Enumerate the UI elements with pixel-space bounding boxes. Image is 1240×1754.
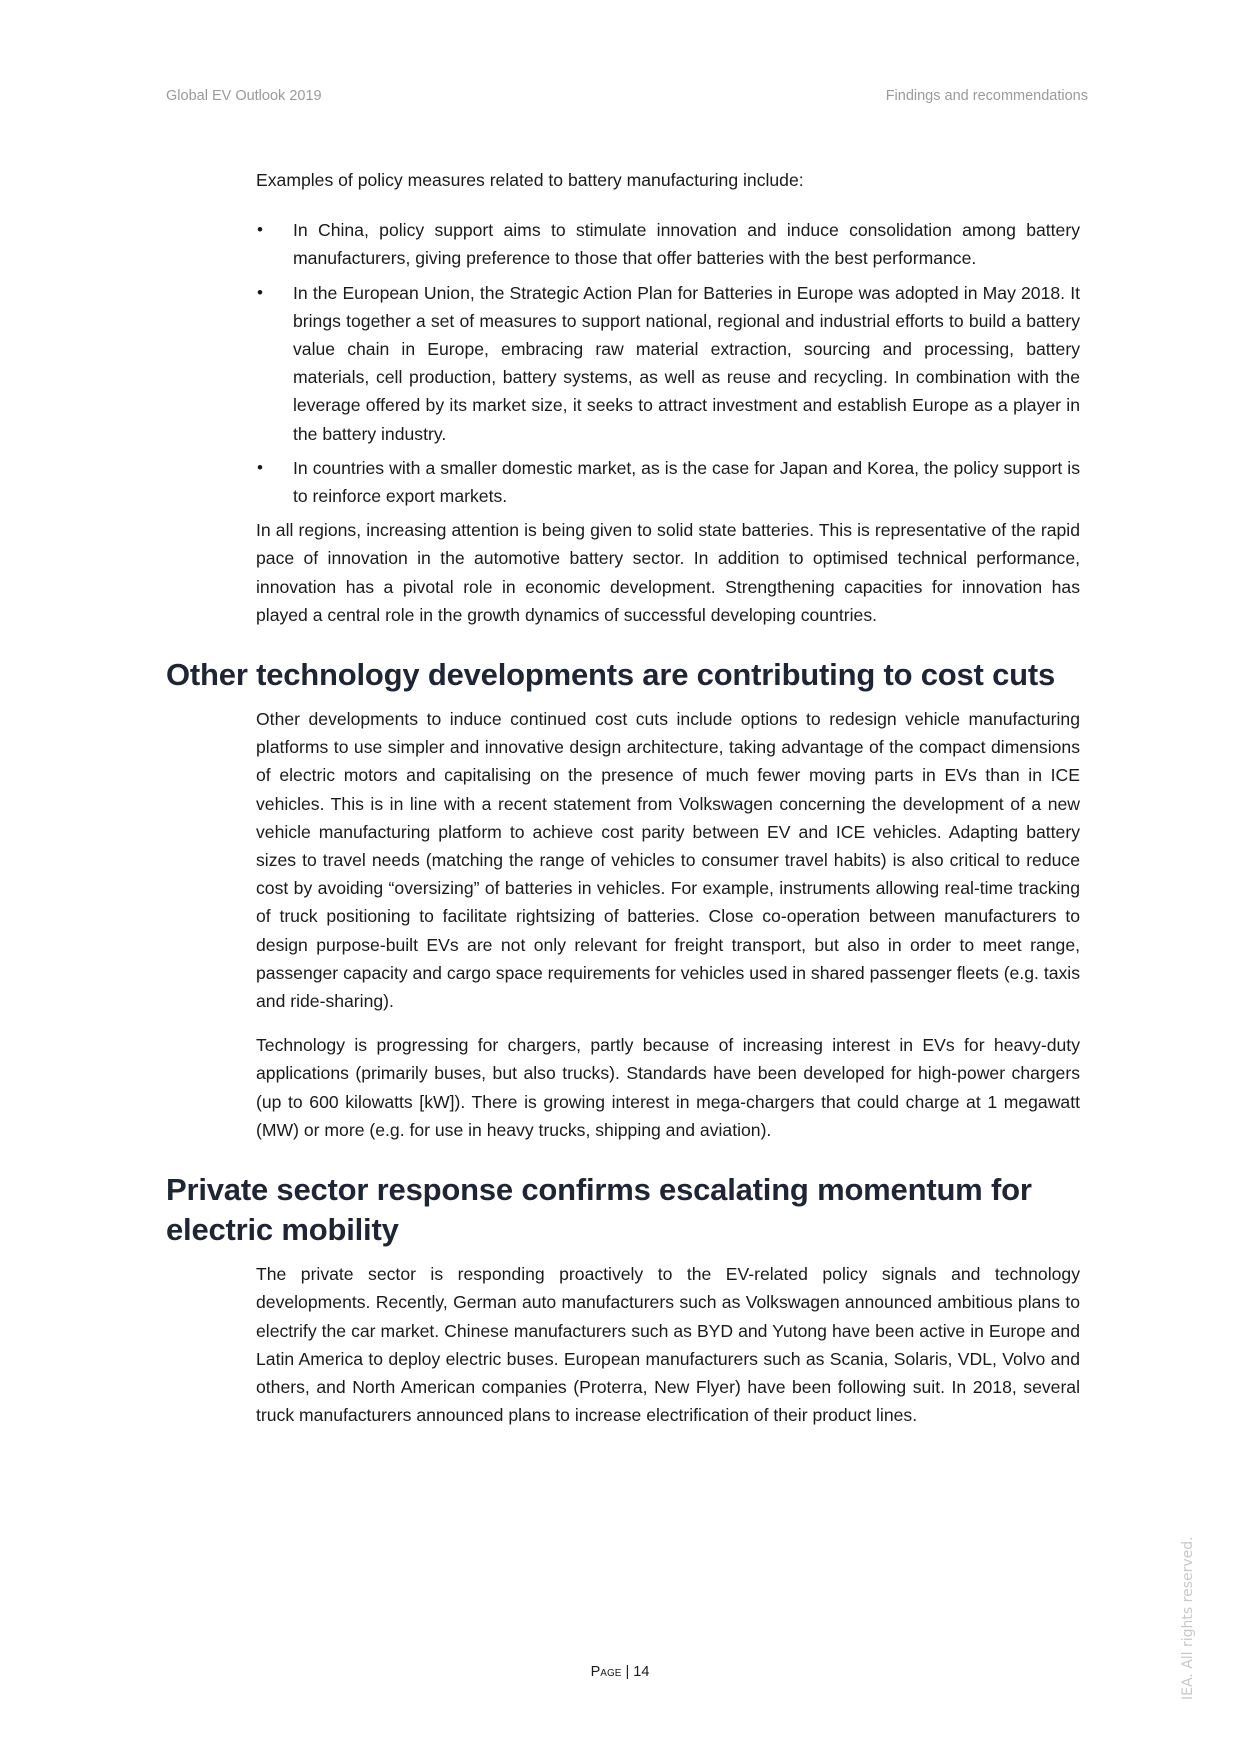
heading-private-sector: Private sector response confirms escalating momentum for electric mobility bbox=[166, 1172, 1032, 1248]
technology-paragraph-1: Other developments to induce continued cost cuts include options to redesign vehicle manufacturing platforms to use simpler and innovative design architecture, taking advantage of the compact dimensions of electric motors and capitalising on the presence of much fewer moving parts in EVs than in ICE vehicles. This is in line with a recent statement from Volkswagen concerning the development of a new vehicle manufacturing platform to achieve cost parity between EV and ICE vehicles. Adapting battery sizes to travel needs (matching the range of vehicles to consumer travel habits) is also critical to reduce cost by avoiding “oversizing” of batteries in vehicles. For example, instruments allowing real-time tracking of truck positioning to facilitate rightsizing of batteries. Close co-operation between manufacturers to design purpose-built EVs are not only relevant for freight transport, but also in order to meet range, passenger capacity and cargo space requirements for vehicles used in shared passenger fleets (e.g. taxis and ride-sharing). bbox=[256, 709, 1080, 1012]
page-separator: | bbox=[625, 1664, 630, 1680]
private-sector-block bbox=[256, 1260, 1080, 1429]
heading-technology-developments: Other technology developments are contributing to cost cuts bbox=[166, 657, 1056, 693]
list-item-text: In the European Union, the Strategic Action Plan for Batteries in Europe was adopted in May 2018. It brings together a set of measures to support national, regional and industrial efforts to build a battery value chain in Europe, embracing raw material extraction, sourcing and processing, battery materials, cell production, battery systems, as well as reuse and recycling. In combination with the leverage offered by its market size, it seeks to attract investment and establish Europe as a player in the battery industry. bbox=[293, 282, 1080, 444]
list-item-text: In China, policy support aims to stimulate innovation and induce consolidation among battery manufacturers, giving preference to those that offer batteries with the best performance. bbox=[293, 220, 1080, 269]
page-content bbox=[166, 166, 1088, 1429]
page-number-value: 14 bbox=[633, 1664, 650, 1680]
private-sector-paragraph: The private sector is responding proactively to the EV-related policy signals and technology developments. Recently, German auto manufacturers such as Volkswagen announced ambitious plans to electrify the car market. Chinese manufacturers such as BYD and Yutong have been active in Europe and Latin America to deploy electric buses. European manufacturers such as Scania, Solaris, VDL, Volvo and others, and North American companies (Proterra, New Flyer) have been following suit. In 2018, several truck manufacturers announced plans to increase electrification of their product lines. bbox=[256, 1264, 1080, 1426]
solid-state-paragraph: In all regions, increasing attention is being given to solid state batteries. This is representative of the rapid pace of innovation in the automotive battery sector. In addition to optimised technical performance, innovation has a pivotal role in economic development. Strengthening capacities for innovation has played a central role in the growth dynamics of successful developing countries. bbox=[256, 520, 1080, 625]
policy-bullet-list bbox=[256, 216, 1080, 510]
bullet-icon: • bbox=[257, 457, 263, 477]
list-item bbox=[256, 216, 1080, 272]
battery-policy-block bbox=[256, 166, 1080, 629]
technology-block bbox=[256, 705, 1080, 1144]
running-header bbox=[166, 88, 1088, 104]
list-item bbox=[256, 279, 1080, 448]
bullet-icon: • bbox=[257, 282, 263, 302]
list-item bbox=[256, 454, 1080, 510]
header-document-title: Global EV Outlook 2019 bbox=[166, 88, 322, 104]
list-item-text: In countries with a smaller domestic market, as is the case for Japan and Korea, the policy support is to reinforce export markets. bbox=[293, 457, 1080, 507]
page-number bbox=[0, 1664, 1240, 1680]
rights-notice: IEA. All rights reserved. bbox=[1180, 1536, 1196, 1700]
technology-paragraph-2: Technology is progressing for chargers, partly because of increasing interest in EVs for heavy-duty applications (primarily buses, but also trucks). Standards have been developed for high-power chargers (up to 600 kilowatts [kW]). There is growing interest in mega-chargers that could charge at 1 megawatt (MW) or more (e.g. for use in heavy trucks, shipping and aviation). bbox=[256, 1035, 1080, 1140]
header-section-title: Findings and recommendations bbox=[885, 88, 1088, 104]
intro-paragraph: Examples of policy measures related to battery manufacturing include: bbox=[256, 170, 804, 190]
bullet-icon: • bbox=[257, 220, 263, 240]
page-label: Page bbox=[590, 1664, 622, 1680]
